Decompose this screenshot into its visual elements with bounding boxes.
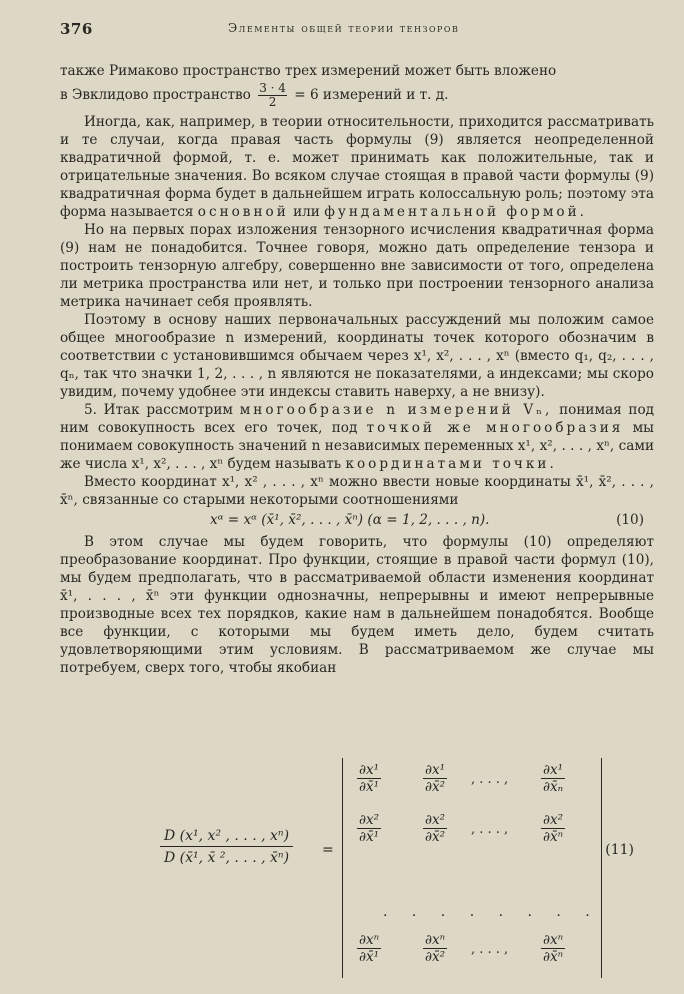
matrix-cell — [357, 812, 381, 845]
fraction-numerator: 3 · 4 — [259, 81, 286, 95]
paragraph-1 — [60, 113, 654, 221]
fraction-denominator: 2 — [268, 95, 277, 109]
emphasis-term: основной — [197, 204, 289, 220]
cell-numerator: ∂x¹ — [543, 762, 564, 778]
cell-denominator: ∂x̄ⁿ — [543, 949, 564, 965]
matrix-separator: , . . . , — [471, 822, 509, 837]
jacobian-lhs — [160, 828, 293, 866]
cell-numerator: ∂x² — [359, 812, 380, 828]
page-number: 376 — [60, 20, 93, 38]
paragraph-2: Но на первых порах изложения тензорного исчисления квадратичная форма (9) нам не понадобится. Точнее говоря, можно дать определение тензора и построить тензорную алгебру, совершенно вне зависимости от того, определена ли метрика пространства или нет, и только при построении тензорного анализа метрика начинает себя проявлять. — [60, 222, 654, 310]
matrix-cell — [423, 812, 447, 845]
equation-10 — [60, 509, 654, 533]
cell-numerator: ∂x² — [425, 812, 446, 828]
emphasis-term: точкой же многообразия — [366, 420, 624, 436]
matrix-cell — [357, 932, 381, 965]
equation-10-body: xᵅ = xᵅ (x̄¹, x̄², . . . , x̄ⁿ) (α = 1, 2, . . . , n). — [210, 512, 490, 528]
main-text — [60, 62, 654, 677]
emphasis-term: многообразие n измерений Vₙ, — [239, 402, 553, 418]
matrix-cell — [541, 932, 565, 965]
equation-10-number: (10) — [616, 512, 644, 528]
text-fragment: мы понимаем совокупность значений n независимых переменных x¹, x², . . . , xⁿ, сами же числа x¹, x², . . . , xⁿ будем называть — [60, 420, 654, 472]
paragraph-0a: также Римаково пространство трех измерений может быть вложено — [60, 63, 557, 79]
matrix-cell — [541, 762, 565, 795]
paragraph-4 — [60, 401, 654, 473]
cell-denominator: ∂x̄² — [425, 829, 446, 845]
cell-numerator: ∂x¹ — [359, 762, 380, 778]
cell-denominator: ∂x̄¹ — [359, 949, 380, 965]
emphasis-term: координатами точки. — [345, 456, 557, 472]
equals-sign: = — [322, 842, 334, 858]
equation-11-number: (11) — [605, 842, 634, 858]
text-fragment: 5. Итак рассмотрим — [84, 402, 233, 418]
matrix-separator: , . . . , — [471, 942, 509, 957]
cell-numerator: ∂x¹ — [425, 762, 446, 778]
text-fragment: = 6 измерений и т. д. — [294, 87, 449, 103]
fraction — [258, 82, 287, 109]
text-fragment: или — [293, 204, 320, 220]
cell-numerator: ∂xⁿ — [425, 932, 446, 948]
paragraph-3: Поэтому в основу наших первоначальных рассуждений мы положим самое общее многообразие n измерений, координаты точек которого обозначим в соответствии с установившимся обычаем через x¹, x², . . . , xⁿ (вместо q₁, q₂, . . . , qₙ, так что значки 1, 2, . . . , n являются не показателями, а индексами; мы скоро увидим, почему удобнее эти индексы ставить наверху, а не внизу). — [60, 312, 654, 400]
matrix-cell — [541, 812, 565, 845]
jacobian-lhs-numerator: D (x¹, x² , . . . , xⁿ) — [160, 828, 293, 847]
jacobian-determinant — [342, 758, 602, 978]
cell-numerator: ∂xⁿ — [359, 932, 380, 948]
cell-denominator: ∂x̄ⁿ — [542, 829, 564, 845]
jacobian-formula — [60, 758, 654, 978]
paragraph-5: Вместо координат x¹, x² , . . . , xⁿ можно ввести новые координаты x̄¹, x̄², . . . , x̄ⁿ, связанные со старыми некоторыми соотношениями — [60, 474, 654, 508]
cell-denominator: ∂x̄¹ — [359, 829, 380, 845]
cell-numerator: ∂xⁿ — [543, 932, 564, 948]
cell-denominator: ∂x̄² — [425, 779, 446, 795]
paragraph-6: В этом случае мы будем говорить, что формулы (10) определяют преобразование координат. Про функции, стоящие в правой части формул (10), мы будем предполагать, что в рассматриваемой области изменения координат x̄¹, . . . , x̄ⁿ эти функции однозначны, непрерывны и имеют непрерывные производные всех тех порядков, какие нам в дальнейшем понадобятся. Вообще все функции, с которыми мы будем иметь дело, будем считать удовлетворяющими этим условиям. В рассматриваемом же случае мы потребуем, сверх того, чтобы якобиан — [60, 534, 654, 676]
text-fragment: в Эвклидово пространство — [60, 87, 251, 103]
cell-denominator: ∂x̄¹ — [359, 779, 380, 795]
cell-numerator: ∂x² — [543, 812, 564, 828]
cell-denominator: ∂x̄² — [425, 949, 446, 965]
matrix-ellipsis-row: . . . . . . . . — [383, 904, 600, 920]
matrix-cell — [423, 932, 447, 965]
jacobian-lhs-denominator: D (x̄¹, x̄ ², . . . , x̄ⁿ) — [164, 850, 290, 866]
matrix-cell — [423, 762, 447, 795]
text-fragment: Иногда, как, например, в теории относительности, приходится рассматривать и те случаи, когда правая часть формулы (9) является неопределенной квадратичной формой, т. е. может принимать как положительные, так и отрицательные значения. Во всяком случае стоящая в правой части формулы (9) квадратичная форма будет в дальнейшем играть колоссальную роль; поэтому эта форма называется — [60, 114, 654, 220]
matrix-separator: , . . . , — [471, 772, 509, 787]
emphasis-term: фундаментальной формой. — [324, 204, 587, 220]
cell-denominator: ∂x̄ₙ — [542, 779, 564, 795]
text-fragment: понимая под ним совокупность всех его точек, под — [60, 402, 655, 436]
paragraph-0b — [60, 82, 654, 109]
running-title: Элементы общей теории тензоров — [228, 21, 460, 35]
matrix-cell — [357, 762, 381, 795]
